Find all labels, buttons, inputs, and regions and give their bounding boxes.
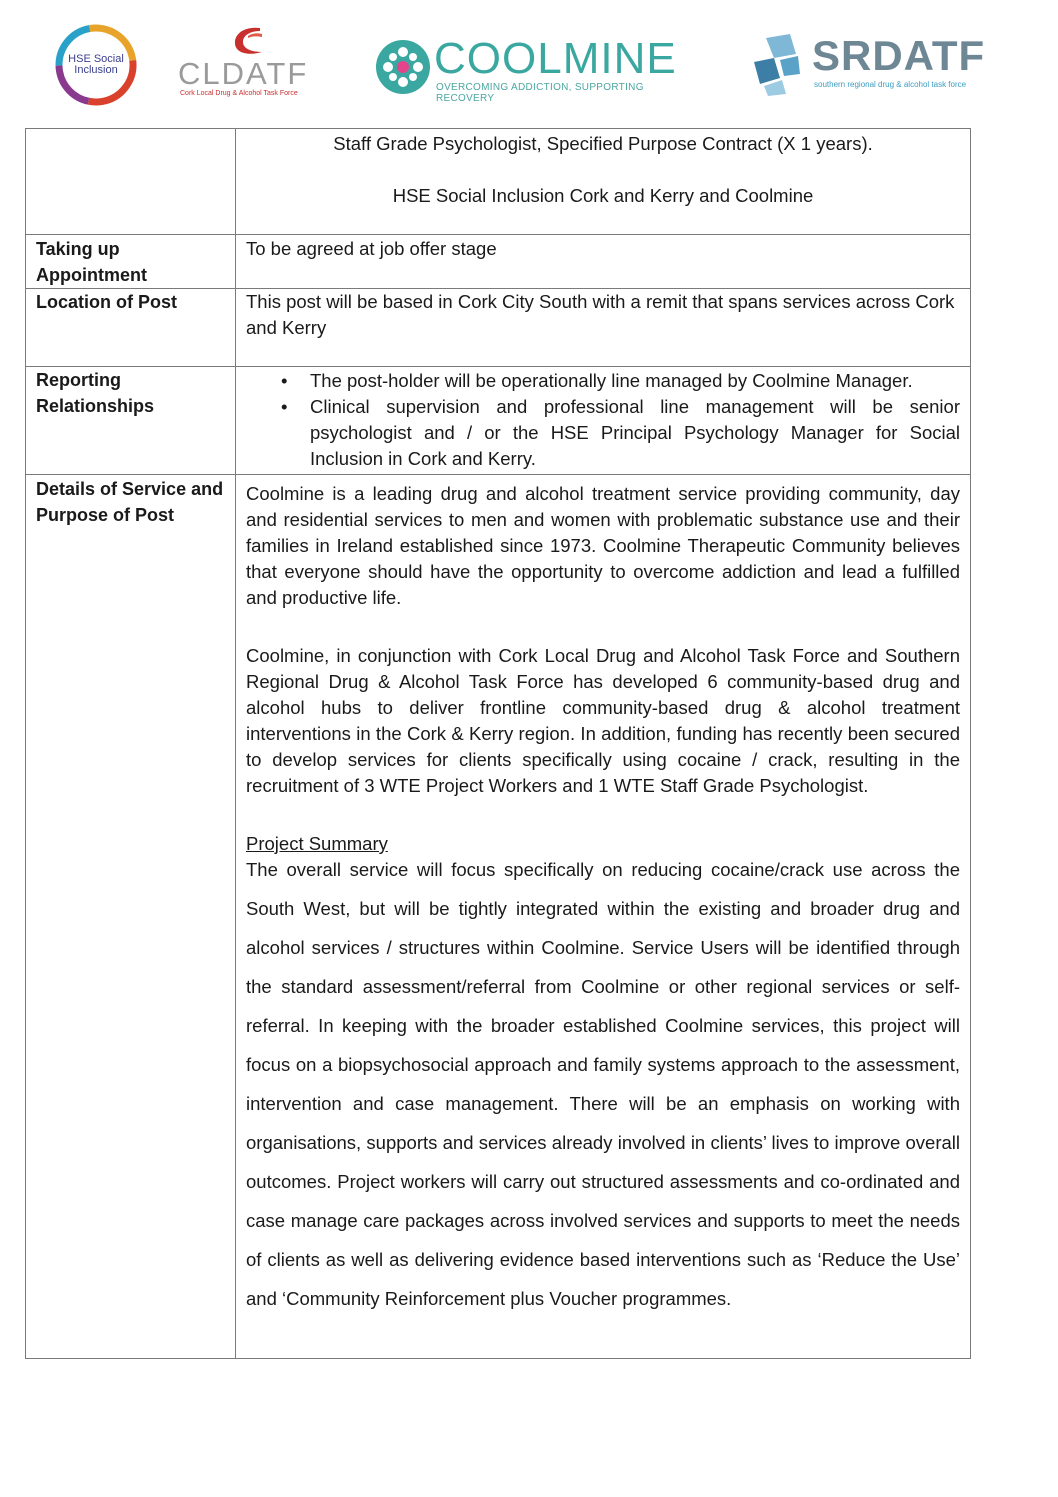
details-of-service-row <box>26 475 971 1359</box>
details-label-line2: Purpose of Post <box>36 505 175 525</box>
job-spec-table <box>25 128 971 1359</box>
srdatf-logo <box>750 32 986 100</box>
cldatf-tagline: Cork Local Drug & Alcohol Task Force <box>180 90 298 97</box>
details-paragraph-1: Coolmine is a leading drug and alcohol treatment service providing community, day and residential services to men and women with problematic substance use and their families in Ireland established since 1973. Coolmine Therapeutic Community believes that everyone should have the opportunity to overcome addiction and lead a fulfilled and productive life. <box>246 483 960 608</box>
project-summary-text: South West, but will be tightly integrated within the existing and broader drug and alcohol services / structures within Coolmine. Service Users will be identified through the standard assessment/referral from Coolmine or other regional services or self-referral. In keeping with the broader established Coolmine services, this project will focus on a biopsychosocial approach and family systems approach to the assessment, intervention and case management. There will be an emphasis on working with organisations, supports and services already involved in clients’ lives to improve overall outcomes. Project workers will carry out structured assessments and co-ordinated and case manage care packages across involved services and supports to meet the needs of clients as well as delivering evidence based interventions such as ‘Reduce the Use’ and ‘Community Reinforcement plus Voucher programmes. <box>246 898 960 1309</box>
taking-up-label-line1: Taking up <box>36 239 120 259</box>
cldatf-wordmark: CLDATF <box>178 56 309 91</box>
cldatf-logo <box>178 22 338 102</box>
taking-up-appointment-label-cell <box>26 235 236 289</box>
project-summary-first-line: The overall service will focus specifically on reducing cocaine/crack use across the <box>246 859 960 880</box>
taking-up-appointment-text: To be agreed at job offer stage <box>246 238 497 259</box>
details-label-line1: Details of Service and <box>36 479 224 499</box>
project-summary-heading: Project Summary <box>246 833 388 854</box>
header-empty-cell <box>26 129 236 235</box>
location-of-post-row <box>26 289 971 367</box>
reporting-bullet-item: • The post-holder will be operationally line managed by Coolmine Manager. <box>310 368 960 394</box>
hse-logo-text <box>52 22 140 108</box>
reporting-relationships-value-cell <box>236 367 971 475</box>
taking-up-label-line2: Appointment <box>36 265 147 285</box>
location-of-post-label-cell <box>26 289 236 367</box>
reporting-relationships-label-cell <box>26 367 236 475</box>
details-of-service-label-cell <box>26 475 236 1359</box>
taking-up-appointment-row <box>26 235 971 289</box>
reporting-relationships-row <box>26 367 971 475</box>
hse-social-inclusion-logo <box>52 22 140 108</box>
taking-up-appointment-value-cell <box>236 235 971 289</box>
reporting-label-line2: Relationships <box>36 396 155 416</box>
srdatf-tagline: southern regional drug & alcohol task force <box>814 80 967 89</box>
srdatf-shapes-icon <box>750 34 806 96</box>
location-of-post-text: This post will be based in Cork City South with a remit that spans services across Cork and Kerry <box>246 291 955 338</box>
job-organisations: HSE Social Inclusion Cork and Kerry and Coolmine <box>392 185 814 206</box>
coolmine-flower-icon <box>374 38 432 96</box>
logo-strip <box>0 0 1058 125</box>
coolmine-logo <box>374 34 704 104</box>
reporting-bullet-list <box>246 368 960 472</box>
details-of-service-value-cell <box>236 475 971 1359</box>
location-of-post-label: Location of Post <box>36 292 177 312</box>
coolmine-wordmark: COOLMINE <box>434 34 677 83</box>
srdatf-wordmark: SRDATF <box>812 32 986 79</box>
job-title: Staff Grade Psychologist, Specified Purpose Contract (X 1 years). <box>333 133 873 154</box>
details-paragraph-2: Coolmine, in conjunction with Cork Local Drug and Alcohol Task Force and Southern Regional Drug & Alcohol Task Force has developed 6 community-based drug and alcohol hubs to deliver frontline community-based drug & alcohol treatment interventions in the Cork & Kerry region. In addition, funding has recently been secured to develop services for clients specifically using cocaine / crack, resulting in the recruitment of 3 WTE Project Workers and 1 WTE Staff Grade Psychologist. <box>246 645 960 796</box>
coolmine-tagline: OVERCOMING ADDICTION, SUPPORTING RECOVERY <box>436 82 644 104</box>
reporting-bullet-item: • Clinical supervision and professional line management will be senior psychologist and / or the HSE Principal Psychology Manager for Social Inclusion in Cork and Kerry. <box>310 394 960 472</box>
hse-logo-line1: HSE Social <box>68 53 124 65</box>
header-cell <box>236 129 971 235</box>
hse-logo-line2: Inclusion <box>74 64 118 76</box>
location-of-post-value-cell <box>236 289 971 367</box>
reporting-label-line1: Reporting <box>36 370 121 390</box>
header-row <box>26 129 971 235</box>
